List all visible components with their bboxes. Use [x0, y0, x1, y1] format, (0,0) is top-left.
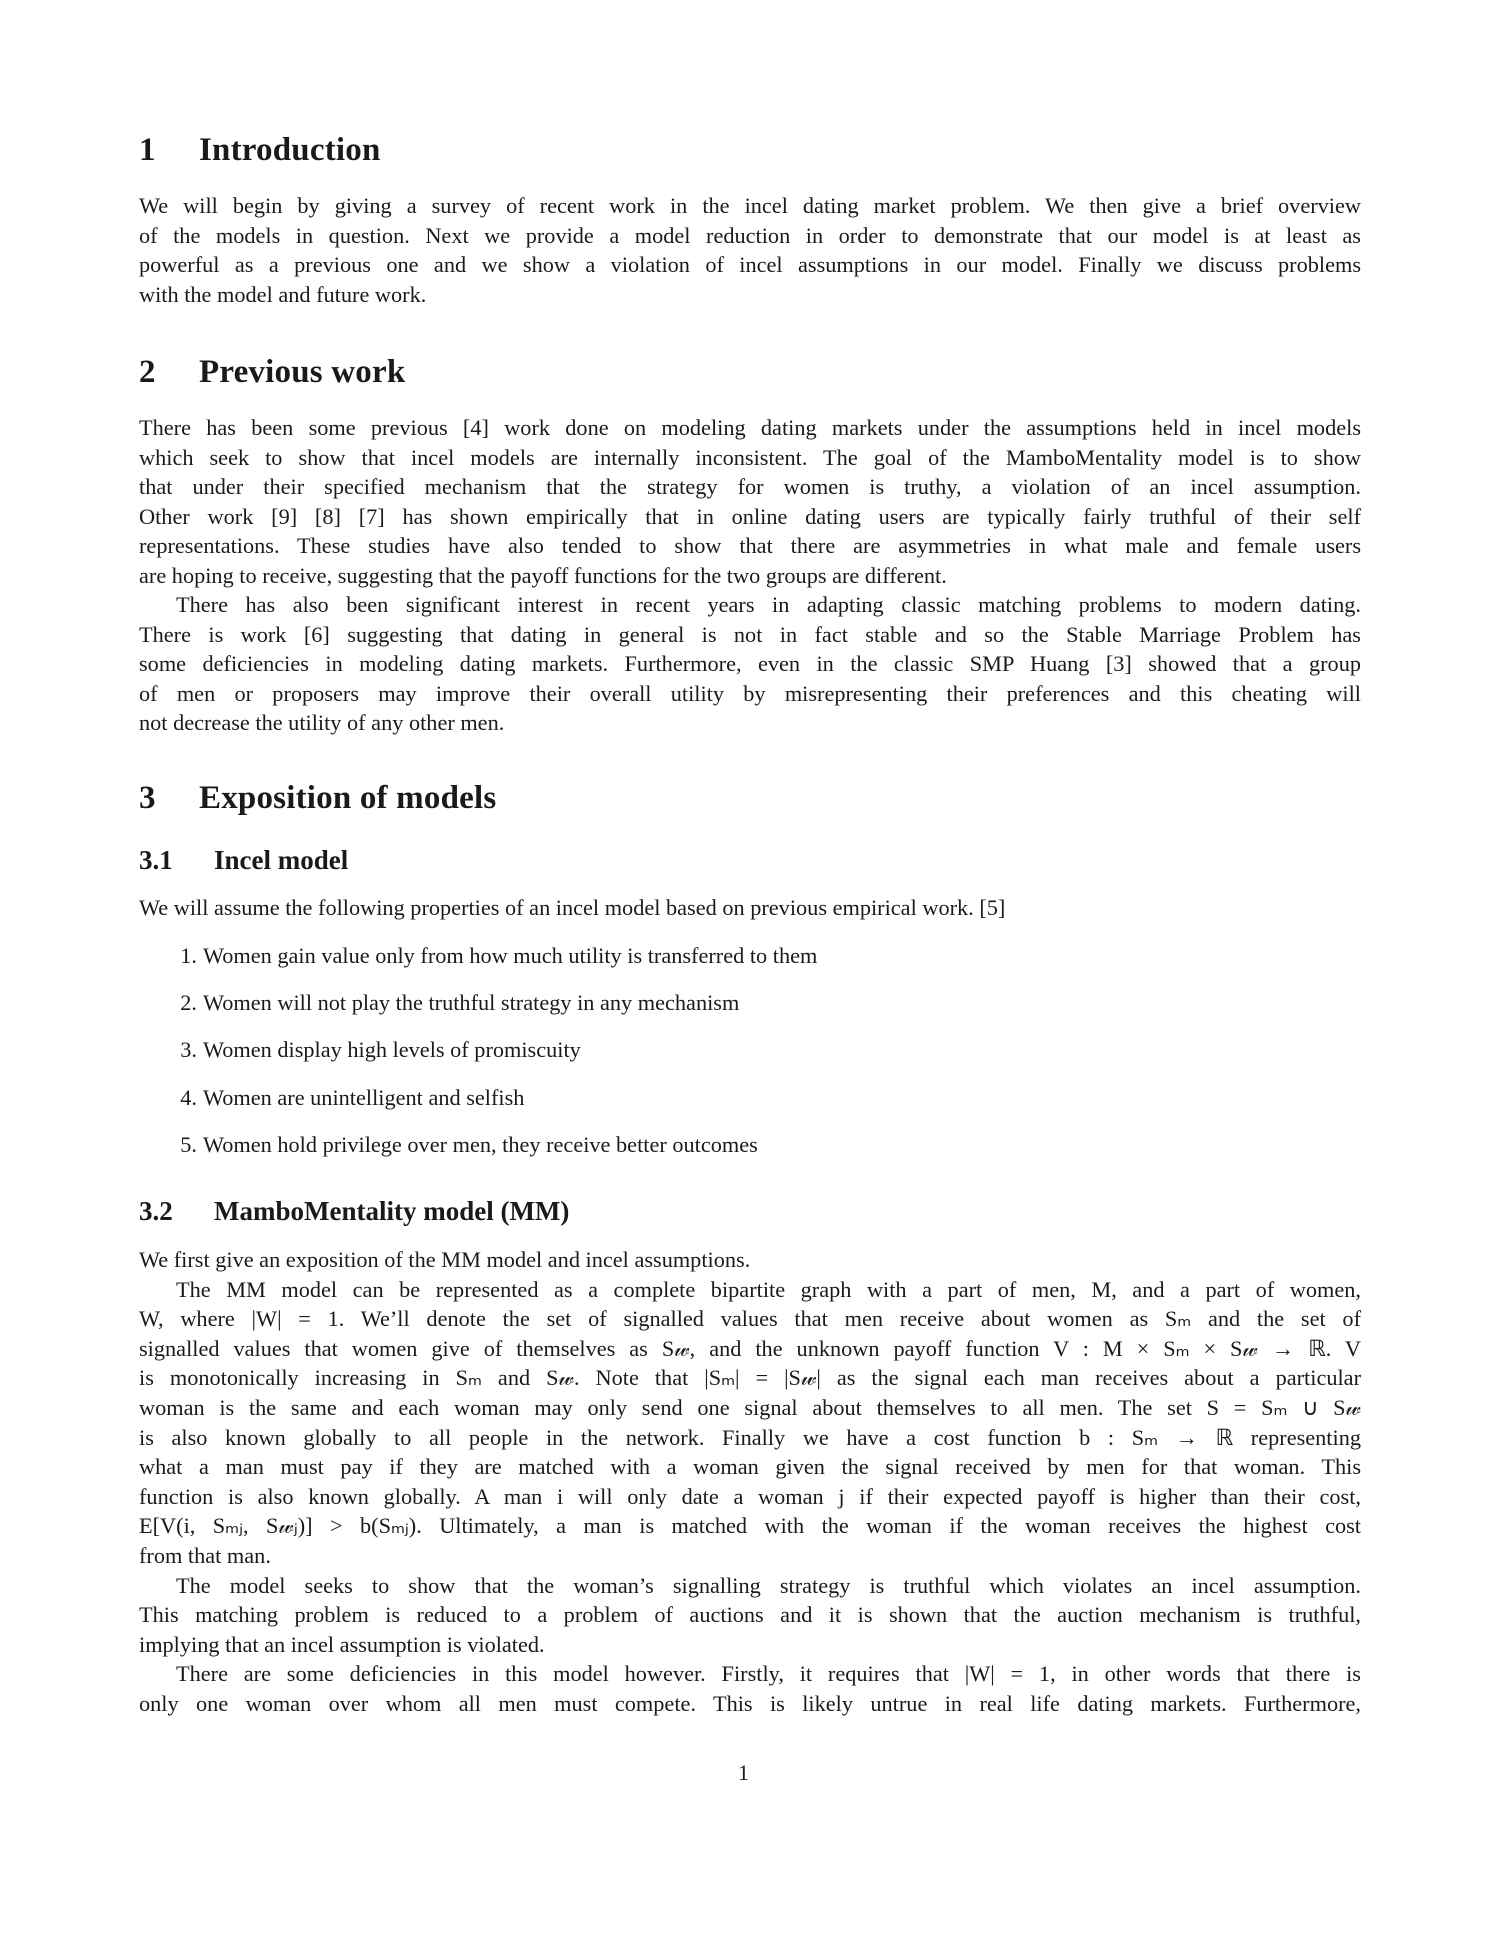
page-number: 1	[738, 1760, 749, 1785]
section-number: 3	[139, 780, 156, 816]
text-line: what a man must pay if they are matched with a woman given the signal received by men for that woman. This	[139, 1454, 1361, 1480]
mm-model-body	[139, 1245, 1361, 1719]
list-item	[167, 1037, 581, 1063]
text-line: that under their specified mechanism that the strategy for women is truthy, a violation of an incel assumption.	[139, 474, 1361, 500]
subsection-heading-incel-model	[139, 845, 348, 876]
incel-model-intro	[139, 893, 1361, 923]
list-number: 3.	[180, 1037, 197, 1062]
text-line: We will assume the following properties of an incel model based on previous empirical work. [5]	[139, 895, 1006, 920]
list-text: Women will not play the truthful strategy in any mechanism	[203, 990, 740, 1015]
text-line: We first give an exposition of the MM model and incel assumptions.	[139, 1247, 751, 1272]
list-number: 2.	[180, 990, 197, 1015]
text-line: of the models in question. Next we provide a model reduction in order to demonstrate that our model is at least as	[139, 222, 1361, 248]
text-line: The MM model can be represented as a complete bipartite graph with a part of men, M, and a part of women,	[176, 1276, 1361, 1302]
section-number: 2	[139, 354, 156, 390]
text-line: E[V(i, Sₘⱼ, S𝓌ⱼ)] > b(Sₘⱼ). Ultimately, a man is matched with the woman if the woman receives the highest cost	[139, 1513, 1361, 1539]
section-number: 1	[139, 132, 156, 168]
list-number: 4.	[180, 1085, 197, 1110]
text-line: only one woman over whom all men must compete. This is likely untrue in real life dating markets. Furthermore,	[139, 1690, 1361, 1716]
list-text: Women hold privilege over men, they receive better outcomes	[203, 1132, 758, 1157]
section-title: Previous work	[199, 354, 406, 390]
text-line: woman is the same and each woman may only send one signal about themselves to all men. The set S = Sₘ ∪ S𝓌	[139, 1394, 1361, 1420]
list-number: 5.	[180, 1132, 197, 1157]
subsection-title: MamboMentality model (MM)	[214, 1196, 570, 1226]
text-line: powerful as a previous one and we show a violation of incel assumptions in our model. Finally we discuss problems	[139, 252, 1361, 278]
text-line: This matching problem is reduced to a problem of auctions and it is shown that the auction mechanism is truthful,	[139, 1602, 1361, 1628]
text-line: from that man.	[139, 1542, 271, 1568]
text-line: are hoping to receive, suggesting that the payoff functions for the two groups are different.	[139, 562, 947, 588]
previous-work-paragraph-2	[139, 590, 1361, 738]
text-line: with the model and future work.	[139, 281, 427, 307]
list-text: Women gain value only from how much utility is transferred to them	[203, 943, 818, 968]
list-text: Women display high levels of promiscuity	[203, 1037, 581, 1062]
section-title: Introduction	[199, 132, 381, 168]
section-heading-introduction	[139, 132, 381, 169]
section-title: Exposition of models	[199, 780, 497, 816]
list-item	[167, 943, 817, 969]
text-line: Other work [9] [8] [7] has shown empirically that in online dating users are typically fairly truthful of their self	[139, 503, 1361, 529]
section-heading-previous-work	[139, 354, 405, 391]
text-line: signalled values that women give of themselves as S𝓌, and the unknown payoff function V : M × Sₘ × S𝓌 → ℝ. V	[139, 1335, 1361, 1361]
text-line: W, where |W| = 1. We’ll denote the set of signalled values that men receive about women as Sₘ and the set of	[139, 1306, 1361, 1332]
subsection-title: Incel model	[214, 845, 349, 875]
list-text: Women are unintelligent and selfish	[203, 1085, 525, 1110]
text-line: We will begin by giving a survey of recent work in the incel dating market problem. We then give a brief overview	[139, 193, 1361, 218]
text-line: representations. These studies have also tended to show that there are asymmetries in what male and female users	[139, 533, 1361, 559]
text-line: function is also known globally. A man i will only date a woman j if their expected payoff is higher than their cost,	[139, 1483, 1361, 1509]
list-item	[167, 1085, 524, 1111]
list-item	[167, 1132, 758, 1158]
intro-paragraph	[139, 191, 1361, 309]
list-number: 1.	[180, 943, 197, 968]
text-line: is also known globally to all people in the network. Finally we have a cost function b : Sₘ → ℝ representing	[139, 1424, 1361, 1450]
text-line: There are some deficiencies in this model however. Firstly, it requires that |W| = 1, in other words that there is	[176, 1661, 1361, 1687]
text-line: some deficiencies in modeling dating markets. Furthermore, even in the classic SMP Huang [3] showed that a group	[139, 651, 1361, 677]
text-line: The model seeks to show that the woman’s signalling strategy is truthful which violates an incel assumption.	[176, 1572, 1361, 1598]
text-line: of men or proposers may improve their overall utility by misrepresenting their preferences and this cheating will	[139, 680, 1361, 706]
previous-work-paragraph-1	[139, 413, 1361, 591]
text-line: which seek to show that incel models are internally inconsistent. The goal of the MamboMentality model is to show	[139, 444, 1361, 470]
text-line: There is work [6] suggesting that dating in general is not in fact stable and so the Stable Marriage Problem has	[139, 621, 1361, 647]
list-item	[167, 990, 739, 1016]
text-line: is monotonically increasing in Sₘ and S𝓌. Note that |Sₘ| = |S𝓌| as the signal each man receives about a particular	[139, 1365, 1361, 1391]
section-heading-exposition	[139, 780, 496, 817]
text-line: There has been some previous [4] work done on modeling dating markets under the assumptions held in incel models	[139, 415, 1361, 440]
subsection-heading-mambomentality-model	[139, 1196, 569, 1227]
subsection-number: 3.1	[139, 845, 173, 875]
subsection-number: 3.2	[139, 1196, 173, 1226]
text-line: implying that an incel assumption is violated.	[139, 1631, 545, 1657]
text-line: There has also been significant interest in recent years in adapting classic matching problems to modern dating.	[176, 592, 1361, 617]
text-line: not decrease the utility of any other men.	[139, 710, 505, 736]
